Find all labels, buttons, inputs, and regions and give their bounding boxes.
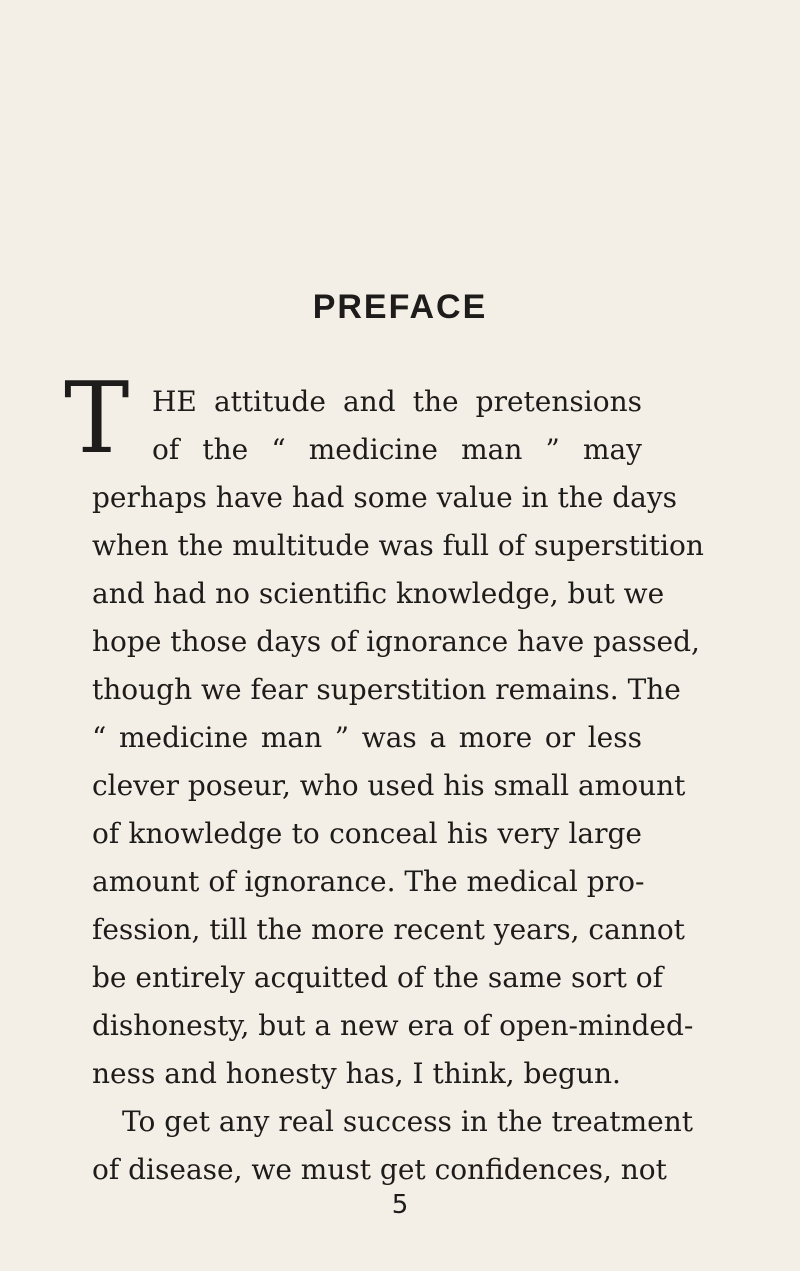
text-line: though we fear superstition remains. The bbox=[92, 673, 681, 706]
text-line: hope those days of ignorance have passed, bbox=[92, 625, 700, 658]
text-line: clever poseur, who used his small amount bbox=[92, 769, 686, 802]
page-title: PREFACE bbox=[312, 288, 488, 326]
page-number: 5 bbox=[391, 1190, 409, 1220]
text-line: be entirely acquitted of the same sort of bbox=[92, 961, 663, 994]
text-line: dishonesty, but a new era of open-minded- bbox=[92, 1009, 694, 1042]
text-line: fession, till the more recent years, cannot bbox=[92, 913, 685, 946]
text-line: and had no scientific knowledge, but we bbox=[92, 577, 665, 610]
text-line: “ medicine man ” was a more or less bbox=[92, 721, 642, 754]
text-line: ness and honesty has, I think, begun. bbox=[92, 1057, 621, 1090]
text-line: when the multitude was full of superstition bbox=[92, 529, 704, 562]
drop-cap: T bbox=[64, 362, 130, 476]
text-line: perhaps have had some value in the days bbox=[92, 481, 678, 514]
text-line: amount of ignorance. The medical pro- bbox=[92, 865, 645, 898]
text-line: of knowledge to conceal his very large bbox=[92, 817, 642, 850]
text-line: of disease, we must get confidences, not bbox=[92, 1153, 667, 1186]
text-line: of the “ medicine man ” may bbox=[152, 433, 642, 466]
text-line: HE attitude and the pretensions bbox=[152, 385, 642, 418]
text-line: To get any real success in the treatment bbox=[122, 1105, 694, 1138]
